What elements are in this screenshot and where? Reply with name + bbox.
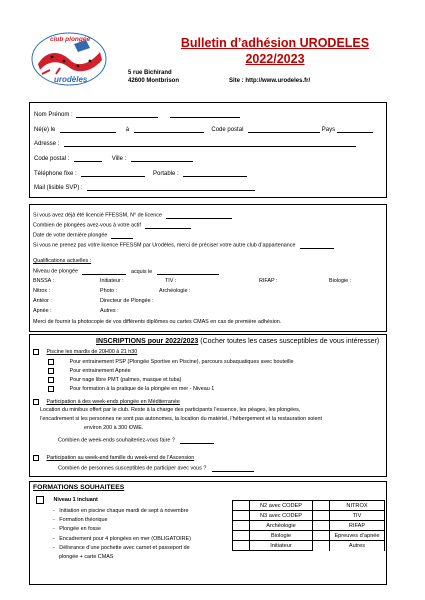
niveau1-row (36, 496, 98, 504)
website: Site : http://www.urodeles.fr/ (229, 78, 311, 84)
pays-label: Pays (321, 127, 336, 133)
nitrox-label: Nitrox : (33, 288, 51, 294)
apnee-checkbox[interactable] (48, 368, 54, 374)
pmt-checkbox[interactable] (48, 377, 54, 383)
ascension-count-label: Combien de personnes susceptibles de participer avec vous ? (58, 465, 207, 472)
ne-le-label: Né(e) le (34, 127, 56, 133)
mediterranee-title: Participation à des week-ends plongée en Méditerranée (46, 399, 180, 406)
address-line1: 5 rue Bichirand (128, 70, 172, 76)
ascension-count-row (58, 465, 254, 472)
biologie-label: Biologie : (329, 278, 352, 284)
mediterranee-desc-3: environ 200 à 300 €/WE. (84, 425, 144, 431)
acquis-field[interactable] (157, 268, 219, 275)
qualifications-title: Qualifications actuelles : (33, 258, 92, 264)
inscriptions-title: INSCRIPTIONS pour 2022/2023 (96, 338, 199, 345)
formations-table (232, 500, 385, 551)
apnee-epreuves-label: Epreuves d’apnée (330, 531, 385, 541)
license-number-label: Si vous avez déjà été licencié FFESSM, N° de licence (33, 212, 162, 219)
form-year: 2022/2023 (245, 52, 305, 66)
naissance-row (34, 126, 384, 133)
license-number-row (33, 212, 232, 219)
piscine-title: Piscine les mardis de 20H00 à 21 h30 (46, 349, 138, 356)
mail-field[interactable] (87, 184, 255, 191)
weekend-count-label: Combien de week-ends souhaiteriez-vous faire ? (58, 437, 175, 444)
inscriptions-subtitle: (Cocher toutes les cases susceptibles de vous intéresser) (198, 338, 380, 345)
mail-row (34, 184, 255, 191)
apnee-label: Apnée : (33, 308, 52, 314)
tiv-formation-label: TIV (330, 511, 385, 521)
rifap-formation-label: RIFAP (330, 521, 385, 531)
tiv-label: TIV : (165, 278, 177, 284)
option-niveau1 (48, 386, 214, 393)
option-pmt (48, 377, 181, 384)
option-psp (48, 359, 294, 366)
photo-label: Photo : (100, 288, 118, 294)
last-dive-label: Date de votre dernière plongée (33, 232, 108, 239)
ville-row (34, 155, 193, 162)
inscriptions-heading (96, 338, 379, 345)
birth-date-field[interactable] (60, 126, 116, 133)
detail-item: - Initiation en piscine chaque mardi de sept à novembre (53, 508, 189, 514)
zip-field[interactable] (74, 155, 102, 162)
mediterranee-checkbox[interactable] (33, 399, 39, 405)
tel-fixe-field[interactable] (81, 170, 145, 177)
nitrox-formation-label: NITROX (330, 501, 385, 511)
n2-checkbox[interactable] (233, 501, 250, 511)
detail-item: - Plongée en fosse (53, 526, 101, 533)
autres-label: Autres : (100, 308, 119, 314)
autres-formation-label: Autres (330, 541, 385, 551)
option-apnee (48, 368, 131, 375)
nom-prenom-label: Nom Prénom : (34, 112, 73, 118)
diplomas-note: Merci de fournir la photocopie de vos différents diplômes ou cartes CMAS en cas de première adhésion. (33, 319, 282, 325)
niveau-label: Niveau de plongée (33, 268, 78, 275)
apnee-option-label: Pour entrainement Apnée (69, 368, 131, 375)
biologie-checkbox[interactable] (233, 531, 250, 541)
last-dive-field[interactable] (111, 232, 133, 239)
last-dive-row (33, 232, 133, 239)
mediterranee-desc-1: Location du minibus offert par le club. Reste à la charge des participants l’essence, les péages, les plongées, (40, 407, 301, 413)
dive-count-field[interactable] (145, 222, 191, 229)
n2-label: N2 avec CODEP (250, 501, 313, 511)
detail-item: plongée + carte CMAS (59, 554, 114, 561)
piscine-checkbox[interactable] (33, 349, 39, 355)
archeologie-label: Archéologie : (159, 288, 191, 294)
dive-count-label: Combien de plongées avez-vous à votre actif (33, 222, 141, 229)
ville-field[interactable] (131, 155, 193, 162)
n3-checkbox[interactable] (233, 511, 250, 521)
acquis-label: acquis le (130, 268, 153, 275)
apnee-epreuves-checkbox[interactable] (313, 531, 330, 541)
piscine-row (33, 349, 137, 356)
table-row (233, 531, 385, 541)
a-label: à (125, 127, 130, 133)
address-line2: 42600 Montbrison (128, 78, 180, 84)
n3-label: N3 avec CODEP (250, 511, 313, 521)
weekend-count-row (58, 437, 214, 444)
other-club-field[interactable] (300, 242, 334, 249)
tiv-checkbox[interactable] (313, 511, 330, 521)
adresse-label: Adresse : (34, 141, 60, 147)
detail-item: - Encadrement pour 4 plongées en mer (OBLIGATOIRE) (53, 535, 191, 542)
weekend-count-field[interactable] (180, 437, 214, 444)
nom-field[interactable] (76, 111, 158, 118)
portable-label: Portable : (153, 171, 179, 177)
ascension-title: Participation au week-end famille du week-end de l’Ascension (46, 455, 195, 462)
autres-checkbox[interactable] (313, 541, 330, 551)
archeologie-checkbox[interactable] (233, 521, 250, 531)
ascension-checkbox[interactable] (33, 455, 39, 461)
adresse-row (34, 140, 356, 147)
ville-label: Ville : (111, 156, 127, 162)
rifap-checkbox[interactable] (313, 521, 330, 531)
initiateur-formation-label: Initiateur (250, 541, 313, 551)
biologie-formation-label: Biologie (250, 531, 313, 541)
table-row (233, 511, 385, 521)
other-club-row (33, 242, 334, 249)
pays-field[interactable] (337, 126, 373, 133)
club-logo (30, 30, 108, 88)
rifap-label: RIFAP : (259, 278, 278, 284)
nom-prenom-row (34, 111, 240, 118)
pmt-label: Pour nage libre PMT (palmes, masque et tuba) (69, 377, 182, 384)
formations-title: FORMATIONS SOUHAITEES (33, 484, 125, 491)
tel-fixe-label: Téléphone fixe : (34, 171, 77, 177)
niveau1-formation-label: Niveau 1 incluant (53, 497, 98, 504)
logo-bottom-text: urodèles (54, 75, 88, 84)
nitrox-checkbox[interactable] (313, 501, 330, 511)
table-row (233, 541, 385, 551)
mediterranee-row (33, 399, 180, 406)
other-club-label: Si vous ne prenez pas votre licence FFESSM par Urodèles, merci de préciser votre autre club d’appartenance (33, 242, 296, 249)
code-postal-label: Code postal (211, 127, 244, 133)
dive-count-row (33, 222, 191, 229)
detail-item: - Formation théorique (53, 517, 108, 524)
niveau1-formation-checkbox[interactable] (36, 496, 44, 504)
archeologie-formation-label: Archéologie (250, 521, 313, 531)
ascension-row (33, 455, 194, 462)
birth-zip-field[interactable] (248, 126, 320, 133)
initiateur-checkbox[interactable] (233, 541, 250, 551)
birth-place-field[interactable] (134, 126, 204, 133)
niveau1-option-label: Pour formation à la pratique de la plongée en mer - Niveau 1 (69, 386, 215, 393)
niveau-field[interactable] (82, 268, 126, 275)
bnssa-label: BNSSA : (33, 278, 54, 284)
adresse-field[interactable] (64, 140, 356, 147)
table-row (233, 521, 385, 531)
ascension-count-field[interactable] (212, 465, 254, 472)
license-number-field[interactable] (166, 212, 232, 219)
initiateur-label: Initiateur : (100, 278, 124, 284)
telephone-row (34, 170, 247, 177)
form-title: Bulletin d’adhésion URODELES (180, 36, 370, 50)
directeur-label: Directeur de Plongée : (100, 298, 154, 304)
portable-field[interactable] (183, 170, 247, 177)
prenom-field[interactable] (170, 111, 240, 118)
table-row (233, 501, 385, 511)
detail-item: - Délivrance d’une pochette avec carnet et passeport de (53, 544, 190, 551)
niveau1-details (53, 507, 191, 562)
anteor-label: Antéor : (33, 298, 52, 304)
niveau1-checkbox[interactable] (48, 386, 54, 392)
logo-top-text: club plongée (50, 36, 91, 43)
mediterranee-desc-2: l’encadrement si les personnes ne sont pas autonomes, la location du matériel, l’hébergement et la restauration soient (40, 416, 322, 422)
niveau-row (33, 268, 219, 275)
mail-label: Mail (lisible SVP) : (34, 185, 83, 191)
psp-label: Pour entrainement PSP (Plongée Sportive en Piscine), parcours subaquatiques avec bouteille (69, 359, 294, 366)
code-postal2-label: Code postal : (34, 156, 70, 162)
psp-checkbox[interactable] (48, 359, 54, 365)
